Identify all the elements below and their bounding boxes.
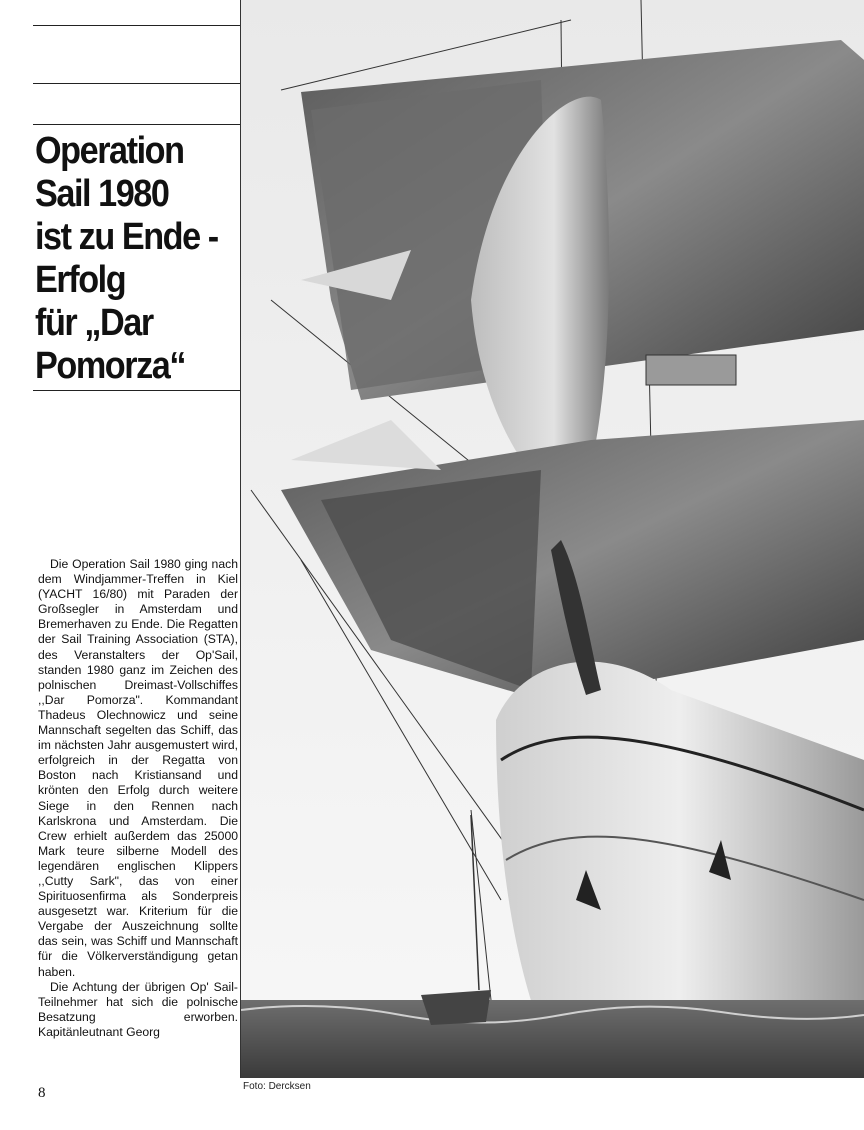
- headline-top-rule: [33, 124, 240, 125]
- headline-line: Sail 1980: [35, 173, 169, 215]
- headline-line: Pomorza“: [35, 345, 186, 387]
- headline-line: Erfolg: [35, 259, 126, 301]
- upper-rule: [33, 83, 240, 84]
- tall-ship-photo: [241, 0, 864, 1078]
- article-body: [38, 557, 238, 1040]
- headline: [35, 130, 220, 388]
- headline-bottom-rule: [33, 390, 240, 391]
- headline-line: ist zu Ende -: [35, 216, 218, 258]
- top-rule: [33, 25, 240, 26]
- tall-ship-illustration: [241, 0, 864, 1078]
- headline-line: für „Dar: [35, 302, 153, 344]
- page-number: 8: [38, 1085, 46, 1101]
- headline-line: Operation: [35, 130, 184, 172]
- article-paragraph: Die Achtung der übrigen Op' Sail-Teilnehmer hat sich die polnische Besatzung erworben. Kapitänleutnant Georg: [38, 979, 238, 1039]
- photo-credit: Foto: Dercksen: [243, 1081, 311, 1092]
- article-paragraph: Die Operation Sail 1980 ging nach dem Windjammer-Treffen in Kiel (YACHT 16/80) mit Paraden der Großsegler in Amsterdam und Bremerhaven zu Ende. Die Regatten der Sail Training Association (STA), des Veranstalters der Op'Sail, standen 1980 ganz im Zeichen des polnischen Dreimast-Vollschiffes ,,Dar Pomorza". Kommandant Thadeus Olechnowicz und seine Mannschaft segelten das Schiff, das im nächsten Jahr ausgemustert wird, erfolgreich in der Regatta von Boston nach Kristiansand und krönten den Erfolg durch weitere Siege in den Rennen nach Karlskrona und Amsterdam. Die Crew erhielt außerdem das 25000 Mark teure silberne Modell des legendären englischen Klippers ,,Cutty Sark", das von einer Spirituosenfirma als Sonderpreis ausgesetzt war. Kriterium für die Vergabe der Auszeichnung sollte das sein, was Schiff und Mannschaft für die Völkerverständigung getan haben.: [38, 557, 238, 979]
